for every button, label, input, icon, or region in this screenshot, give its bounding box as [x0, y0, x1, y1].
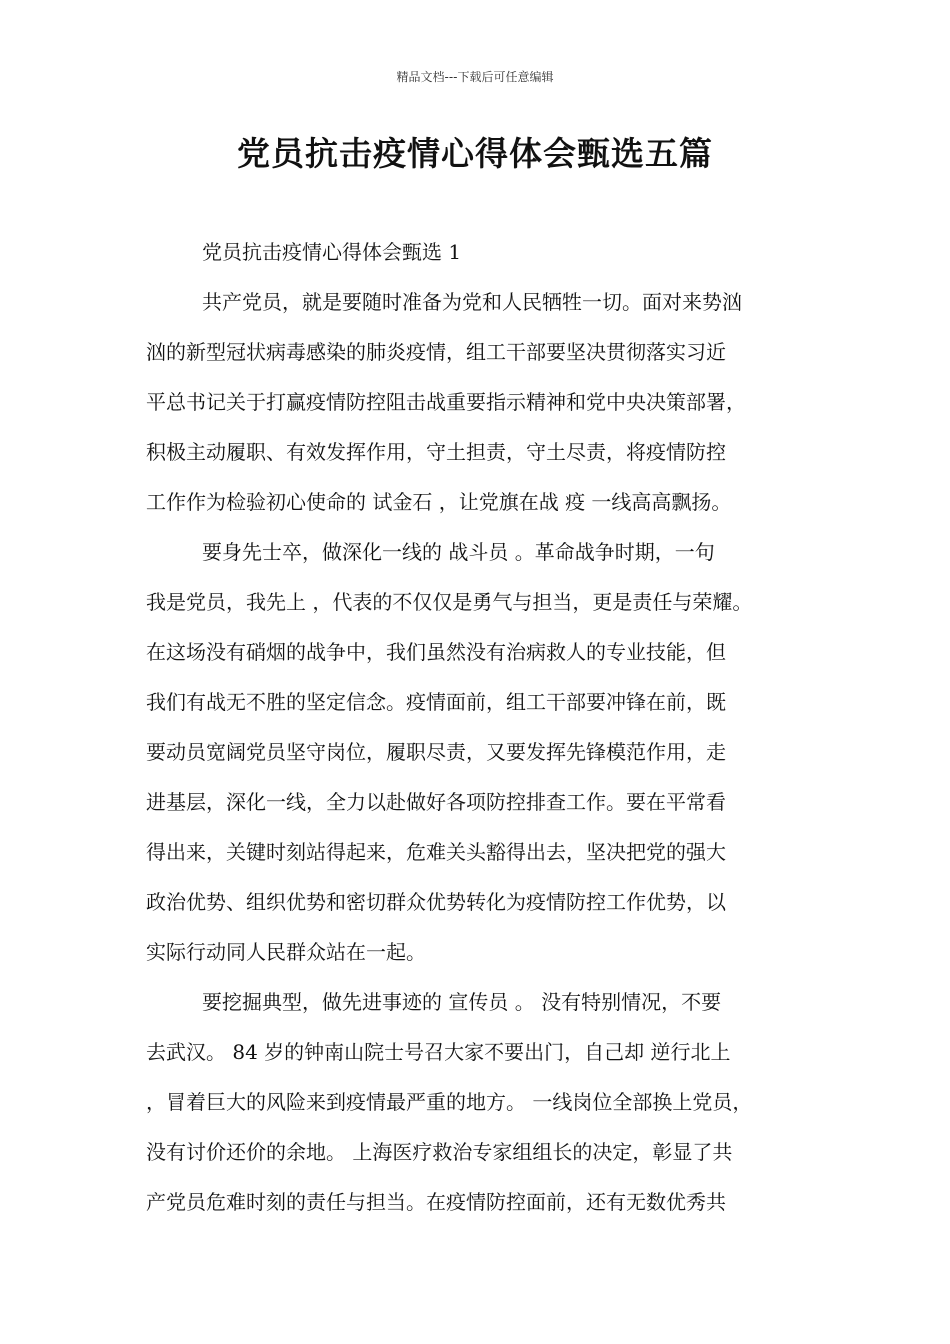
- text-line: 要身先士卒，做深化一线的 战斗员 。革命战争时期，一句: [202, 540, 715, 564]
- page-header-note: 精品文档---下载后可任意编辑: [396, 70, 554, 84]
- text-line: 我们有战无不胜的坚定信念。疫情面前，组工干部要冲锋在前，既: [146, 690, 726, 714]
- text-line: 在这场没有硝烟的战争中，我们虽然没有治病救人的专业技能，但: [146, 640, 726, 664]
- text-line: 要动员宽阔党员坚守岗位，履职尽责，又要发挥先锋模范作用，走: [146, 740, 726, 764]
- text-line: 产党员危难时刻的责任与担当。在疫情防控面前，还有无数优秀共: [146, 1190, 726, 1214]
- text-line: 得出来，关键时刻站得起来，危难关头豁得出去，坚决把党的强大: [146, 840, 726, 864]
- paragraph-3: [146, 982, 820, 1232]
- text-line: 要挖掘典型，做先进事迹的 宣传员 。 没有特别情况，不要: [202, 990, 722, 1014]
- text-line: 去武汉。 84 岁的钟南山院士号召大家不要出门，自己却 逆行北上: [146, 1040, 731, 1064]
- text-line: 积极主动履职、有效发挥作用，守土担责，守土尽责，将疫情防控: [146, 440, 726, 464]
- document-title: 党员抗击疫情心得体会甄选五篇: [237, 134, 713, 173]
- text-line: 工作作为检验初心使命的 试金石 ，让党旗在战 疫 一线高高飘扬。: [146, 490, 732, 514]
- text-line: 没有讨价还价的余地。 上海医疗救治专家组组长的决定，彰显了共: [146, 1140, 733, 1164]
- text-line: ，冒着巨大的风险来到疫情最严重的地方。 一线岗位全部换上党员，: [146, 1090, 753, 1114]
- paragraph-1: [146, 282, 820, 532]
- text-line: 进基层，深化一线，全力以赴做好各项防控排查工作。要在平常看: [146, 790, 726, 814]
- text-line: 我是党员，我先上 ，代表的不仅仅是勇气与担当，更是责任与荣耀。: [146, 590, 753, 614]
- text-line: 政治优势、组织优势和密切群众优势转化为疫情防控工作优势，以: [146, 890, 726, 914]
- section-heading: 党员抗击疫情心得体会甄选 1: [202, 240, 462, 264]
- paragraph-2: [146, 532, 820, 982]
- document-body: [146, 232, 820, 1232]
- text-line: 平总书记关于打赢疫情防控阻击战重要指示精神和党中央决策部署，: [146, 390, 746, 414]
- text-line: 共产党员，就是要随时准备为党和人民牺牲一切。面对来势汹: [202, 290, 742, 314]
- text-line: 实际行动同人民群众站在一起。: [146, 940, 426, 964]
- text-line: 汹的新型冠状病毒感染的肺炎疫情，组工干部要坚决贯彻落实习近: [146, 340, 726, 364]
